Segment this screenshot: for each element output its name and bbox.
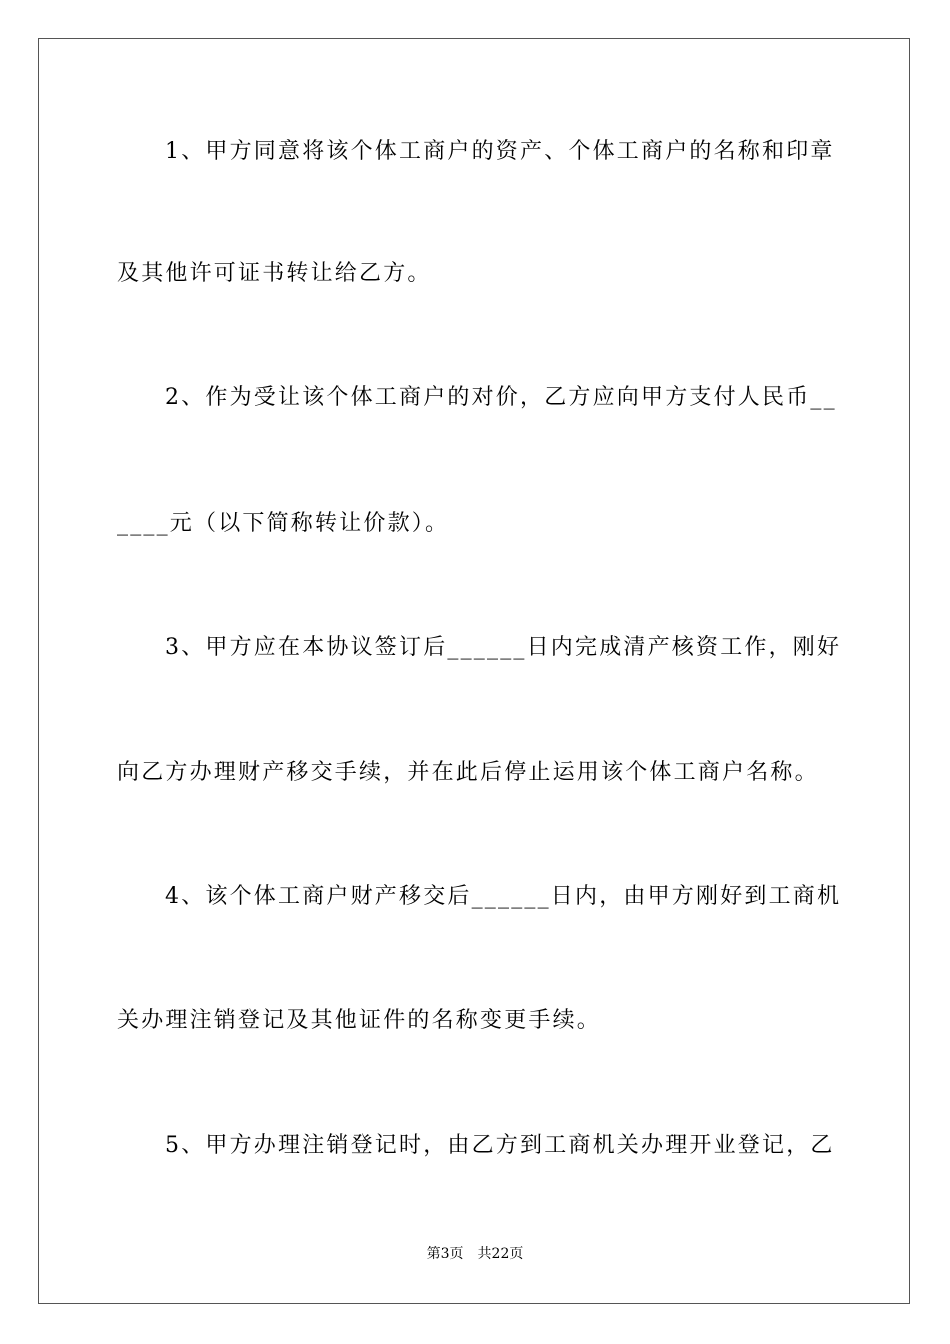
page-number: 第3页 bbox=[426, 1246, 464, 1262]
clause-4-line-1: 4、该个体工商户财产移交后______日内，由甲方刚好到工商机 bbox=[165, 884, 842, 909]
clause-1-line-1: 1、甲方同意将该个体工商户的资产、个体工商户的名称和印章 bbox=[165, 139, 835, 164]
clause-1-line-2: 及其他许可证书转让给乙方。 bbox=[117, 261, 432, 286]
page-border bbox=[38, 38, 910, 1304]
page-total: 共22页 bbox=[477, 1246, 524, 1262]
clause-5-line-1: 5、甲方办理注销登记时，由乙方到工商机关办理开业登记，乙 bbox=[165, 1133, 835, 1158]
clause-2-line-1: 2、作为受让该个体工商户的对价，乙方应向甲方支付人民币__ bbox=[165, 385, 837, 410]
clause-4-line-2: 关办理注销登记及其他证件的名称变更手续。 bbox=[117, 1008, 602, 1033]
clause-2-line-2: ____元（以下简称转让价款）。 bbox=[117, 511, 450, 536]
clause-3-line-1: 3、甲方应在本协议签订后______日内完成清产核资工作，刚好 bbox=[165, 635, 842, 660]
clause-3-line-2: 向乙方办理财产移交手续，并在此后停止运用该个体工商户名称。 bbox=[117, 760, 819, 785]
page-footer bbox=[0, 1244, 950, 1264]
